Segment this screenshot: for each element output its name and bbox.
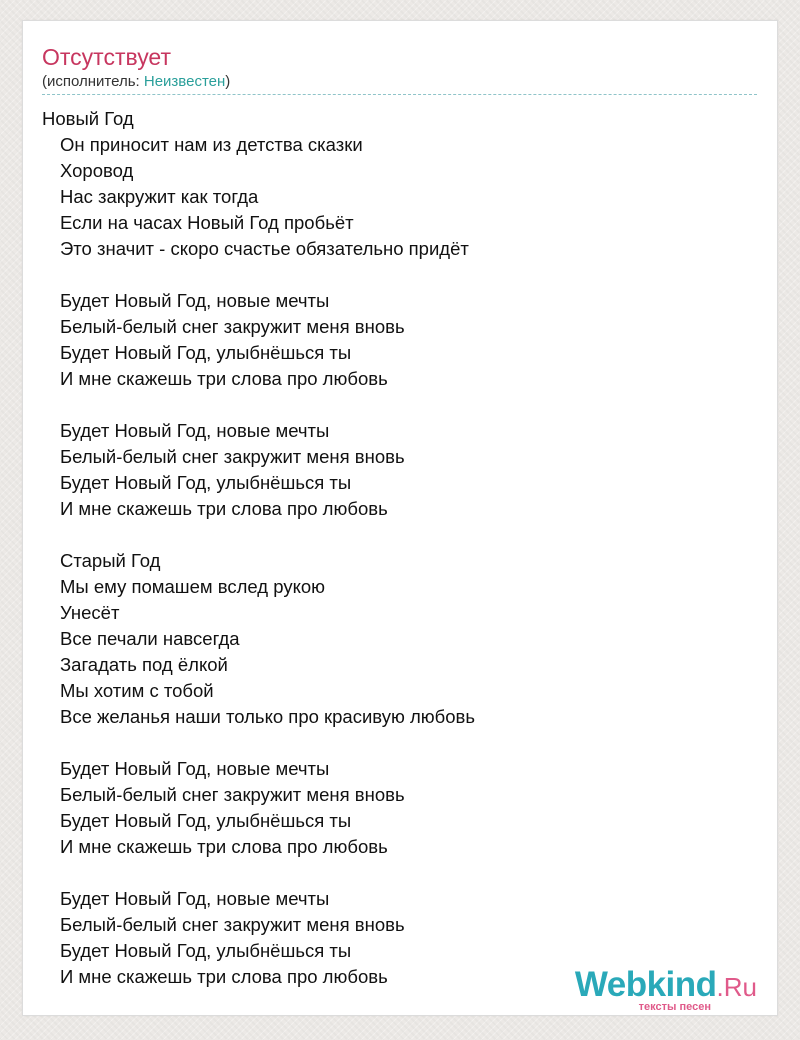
lyric-line: И мне скажешь три слова про любовь	[60, 836, 388, 857]
lyric-line: Старый Год	[60, 550, 161, 571]
lyric-line: Будет Новый Год, улыбнёшься ты	[60, 940, 352, 961]
title-divider	[42, 94, 757, 95]
lyric-blank-line	[42, 522, 762, 548]
lyric-line: Белый-белый снег закружит меня вновь	[60, 446, 405, 467]
artist-suffix: )	[225, 73, 231, 90]
logo-tld: .Ru	[716, 972, 757, 1002]
lyric-blank-line	[42, 860, 762, 886]
lyric-line: И мне скажешь три слова про любовь	[60, 368, 388, 389]
lyric-blank-line	[42, 262, 762, 288]
artist-link[interactable]: Неизвестен	[143, 73, 226, 90]
lyric-line: И мне скажешь три слова про любовь	[60, 966, 388, 987]
logo-tagline: тексты песен	[638, 1001, 711, 1013]
lyric-line: Все желанья наши только про красивую любовь	[60, 706, 475, 727]
lyric-line: Будет Новый Год, улыбнёшься ты	[60, 342, 352, 363]
lyric-line: И мне скажешь три слова про любовь	[60, 498, 388, 519]
artist-prefix: (исполнитель:	[42, 73, 144, 90]
lyric-line: Хоровод	[60, 160, 134, 181]
lyric-line: Белый-белый снег закружит меня вновь	[60, 316, 405, 337]
lyric-line: Это значит - скоро счастье обязательно придёт	[60, 238, 469, 259]
lyric-line: Будет Новый Год, новые мечты	[60, 290, 330, 311]
lyric-blank-line	[42, 392, 762, 418]
lyric-line: Будет Новый Год, улыбнёшься ты	[60, 810, 352, 831]
lyric-line: Он приносит нам из детства сказки	[60, 134, 363, 155]
lyric-line: Будет Новый Год, новые мечты	[60, 420, 330, 441]
lyric-line: Будет Новый Год, новые мечты	[60, 888, 330, 909]
lyric-line: Будет Новый Год, новые мечты	[60, 758, 330, 779]
logo-brand: Webkind	[574, 965, 717, 1004]
lyric-line: Новый Год	[42, 108, 134, 129]
lyric-line: Все печали навсегда	[60, 628, 240, 649]
lyrics-body	[42, 106, 762, 990]
lyric-line: Белый-белый снег закружит меня вновь	[60, 914, 405, 935]
lyric-line: Мы ему помашем вслед рукою	[60, 576, 326, 597]
lyric-line: Нас закружит как тогда	[60, 186, 259, 207]
lyric-line: Если на часах Новый Год пробьёт	[60, 212, 354, 233]
lyric-line: Мы хотим с тобой	[60, 680, 214, 701]
lyric-blank-line	[42, 730, 762, 756]
lyric-line: Белый-белый снег закружит меня вновь	[60, 784, 405, 805]
song-title: Отсутствует	[42, 44, 171, 70]
lyric-line: Будет Новый Год, улыбнёшься ты	[60, 472, 352, 493]
lyric-line: Загадать под ёлкой	[60, 654, 228, 675]
artist-line	[42, 73, 230, 91]
site-logo[interactable]	[557, 965, 757, 1015]
lyric-line: Унесёт	[60, 602, 120, 623]
lyrics-card	[22, 20, 778, 1016]
